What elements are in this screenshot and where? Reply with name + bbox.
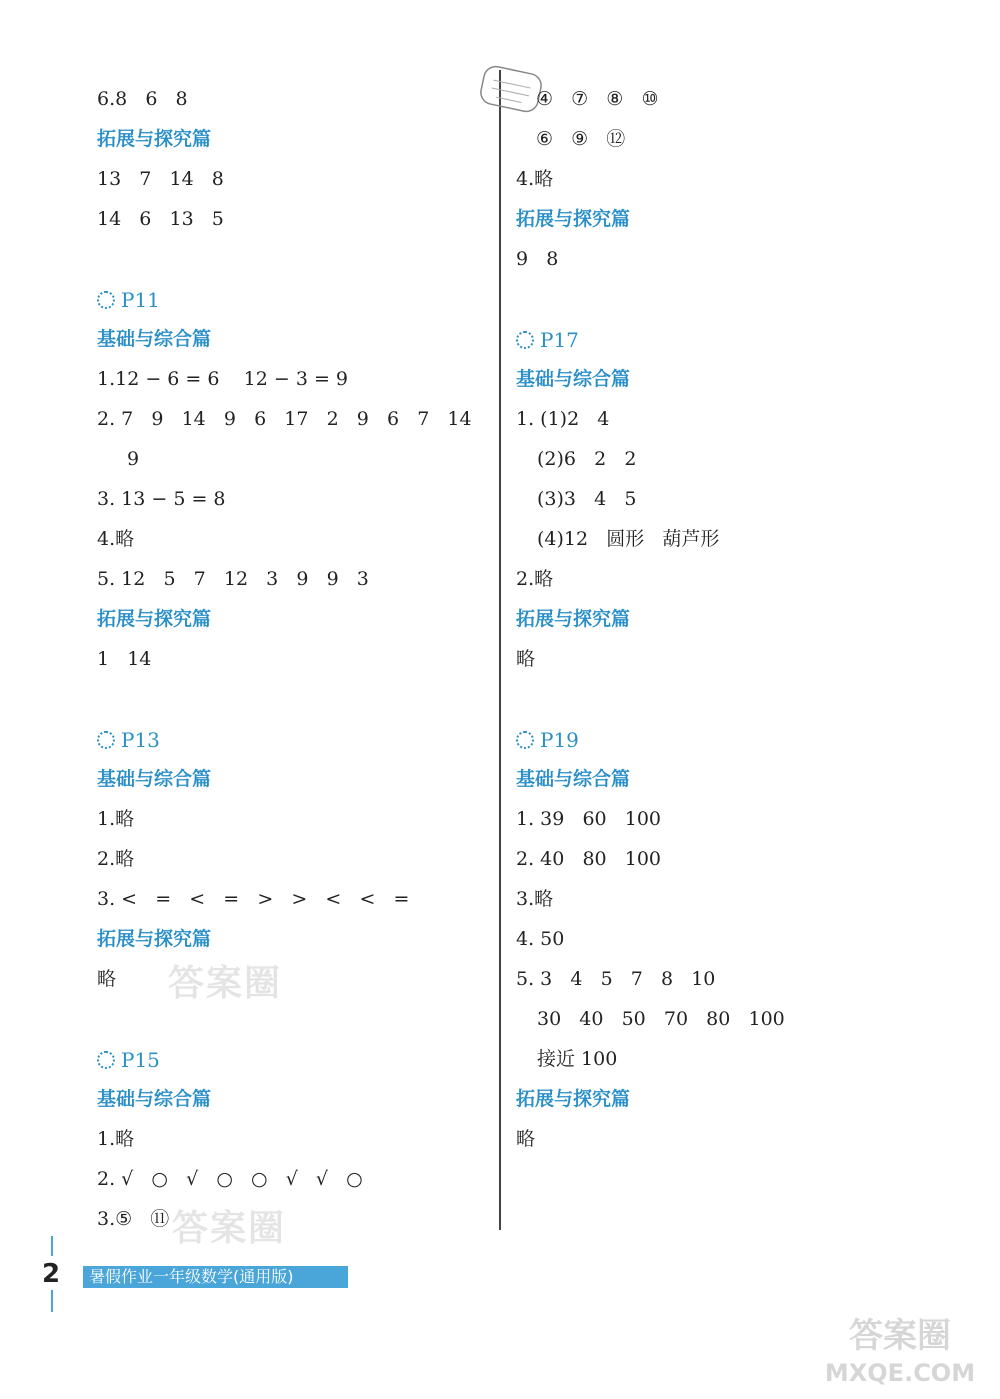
answer-line: 3. 13 − 5 = 8 xyxy=(97,488,226,510)
page-heading-label: P13 xyxy=(121,728,160,752)
answer-line: 3. < = < = > > < < = xyxy=(97,888,410,910)
section-heading-basic: 基础与综合篇 xyxy=(516,368,631,390)
answer-line: 9 8 xyxy=(516,248,559,270)
answer-line: (2)6 2 2 xyxy=(537,448,637,470)
answer-line: 3.略 xyxy=(516,888,554,910)
page-heading-p13 xyxy=(97,726,160,754)
answer-line: 13 7 14 8 xyxy=(97,168,224,190)
page-heading-label: P11 xyxy=(121,288,160,312)
page-heading-p19 xyxy=(516,726,579,754)
answer-line: 1.略 xyxy=(97,1128,135,1150)
page-number: 2 xyxy=(42,1259,61,1289)
footer-tick xyxy=(51,1236,53,1256)
section-heading-basic: 基础与综合篇 xyxy=(97,1088,212,1110)
dotted-ring-icon xyxy=(97,1051,115,1069)
answer-line: 1. (1)2 4 xyxy=(516,408,610,430)
section-heading-extension: 拓展与探究篇 xyxy=(97,128,212,150)
answer-line: ④ ⑦ ⑧ ⑩ xyxy=(536,88,659,110)
answer-line: 1.12 − 6 = 6 12 − 3 = 9 xyxy=(97,368,348,390)
answer-line: 9 xyxy=(127,448,140,470)
section-heading-basic: 基础与综合篇 xyxy=(97,768,212,790)
page-heading-p15 xyxy=(97,1046,160,1074)
footer-tick xyxy=(51,1290,53,1312)
answer-line: (3)3 4 5 xyxy=(537,488,637,510)
answer-line: 4.略 xyxy=(97,528,135,550)
answer-line: 2. √ ○ √ ○ ○ √ √ ○ xyxy=(97,1168,363,1190)
answer-line: 2. 40 80 100 xyxy=(516,848,662,870)
page-heading-label: P15 xyxy=(121,1048,160,1072)
page-heading-label: P17 xyxy=(540,328,579,352)
answer-line: 5. 12 5 7 12 3 9 9 3 xyxy=(97,568,369,590)
book-title-bar: 暑假作业一年级数学(通用版) xyxy=(83,1266,348,1288)
section-heading-extension: 拓展与探究篇 xyxy=(516,608,631,630)
answer-line: 14 6 13 5 xyxy=(97,208,224,230)
section-heading-extension: 拓展与探究篇 xyxy=(516,208,631,230)
column-divider xyxy=(499,70,501,1230)
answer-line: 2.略 xyxy=(97,848,135,870)
answer-line: (4)12 圆形 葫芦形 xyxy=(537,528,720,550)
answer-line: 4.略 xyxy=(516,168,554,190)
dotted-ring-icon xyxy=(97,291,115,309)
answer-line: 略 xyxy=(516,1128,536,1150)
answer-line: 5. 3 4 5 7 8 10 xyxy=(516,968,716,990)
answer-line: 4. 50 xyxy=(516,928,565,950)
answer-line: 1.略 xyxy=(97,808,135,830)
answer-line: 30 40 50 70 80 100 xyxy=(537,1008,785,1030)
page-heading-p11 xyxy=(97,286,160,314)
answer-line: 2. 7 9 14 9 6 17 2 9 6 7 14 xyxy=(97,408,472,430)
site-logo-icon xyxy=(810,1309,990,1389)
answer-line: 1 14 xyxy=(97,648,152,670)
dotted-ring-icon xyxy=(516,331,534,349)
section-heading-basic: 基础与综合篇 xyxy=(97,328,212,350)
answer-line: ⑥ ⑨ ⑫ xyxy=(536,128,626,150)
answer-line: 略 xyxy=(97,968,117,990)
dotted-ring-icon xyxy=(97,731,115,749)
answer-line: 1. 39 60 100 xyxy=(516,808,662,830)
page-heading-label: P19 xyxy=(540,728,579,752)
section-heading-extension: 拓展与探究篇 xyxy=(97,608,212,630)
page-heading-p17 xyxy=(516,326,579,354)
answer-line: 接近 100 xyxy=(537,1048,618,1070)
dotted-ring-icon xyxy=(516,731,534,749)
section-heading-basic: 基础与综合篇 xyxy=(516,768,631,790)
answer-line: 3.⑤ ⑪ xyxy=(97,1208,170,1230)
svg-text:MXQE.COM: MXQE.COM xyxy=(824,1359,976,1387)
answer-line: 略 xyxy=(516,648,536,670)
answer-line: 2.略 xyxy=(516,568,554,590)
answer-line: 6.8 6 8 xyxy=(97,88,188,110)
svg-text:答案圈: 答案圈 xyxy=(849,1316,951,1356)
section-heading-extension: 拓展与探究篇 xyxy=(97,928,212,950)
watermark: 答案圈 xyxy=(168,963,283,1004)
section-heading-extension: 拓展与探究篇 xyxy=(516,1088,631,1110)
watermark: 答案圈 xyxy=(172,1208,287,1249)
